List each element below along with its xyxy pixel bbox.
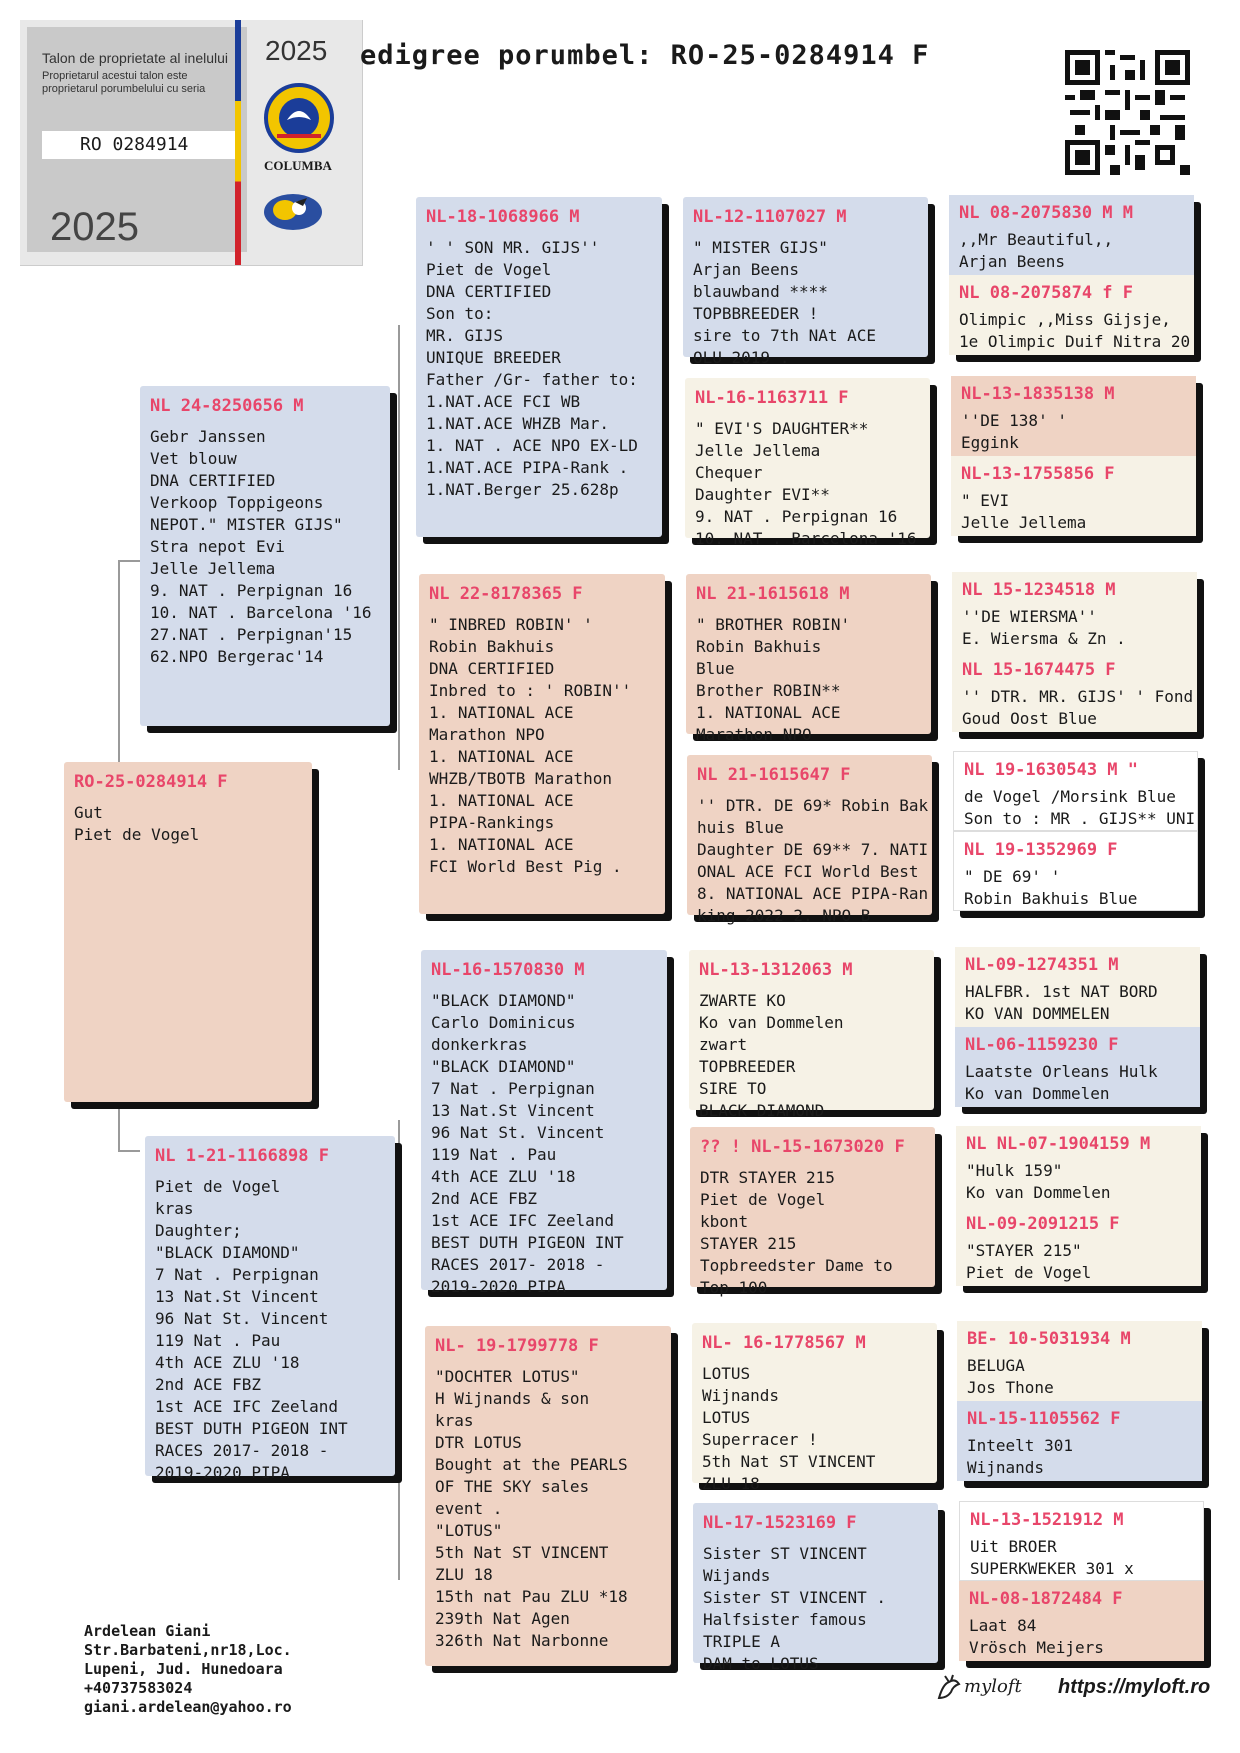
pedigree-line: 1.NAT.ACE PIPA-Rank . <box>426 458 629 477</box>
talon-title: Talon de proprietate al inelului <box>42 50 229 66</box>
pedigree-line: 1.NAT.ACE FCI WB <box>426 392 581 411</box>
pedigree-line: KO VAN DOMMELEN <box>965 1004 1110 1023</box>
pedigree-line: ''DE 138' ' <box>961 411 1067 430</box>
ring-number: NL 22-8178365 F <box>429 584 583 604</box>
pedigree-line: 7 Nat . Perpignan <box>155 1265 319 1284</box>
pedigree-line: 1.NAT.Berger 25.628p <box>426 480 619 499</box>
pedigree-line: zwart <box>699 1035 748 1054</box>
columba-logo-icon <box>263 80 335 156</box>
ring-number: NL- 16-1778567 M <box>702 1333 866 1353</box>
ring-number: NL 19-1352969 F <box>964 840 1118 860</box>
pedigree-line: Wijnands <box>967 1458 1045 1477</box>
pedigree-line: 15th nat Pau ZLU *18 <box>435 1587 628 1606</box>
talon-subtitle-line-1: Proprietarul acestui talon este <box>42 70 188 82</box>
pedigree-line: " BROTHER ROBIN' <box>696 615 851 634</box>
ring-number: RO-25-0284914 F <box>74 772 228 792</box>
gen4-pigeon-box[interactable] <box>956 1126 1201 1206</box>
gen4-pigeon-box[interactable] <box>951 456 1196 536</box>
ring-number: NL-06-1159230 F <box>965 1035 1119 1055</box>
father-box[interactable] <box>140 386 390 726</box>
ring-number: NL-13-1755856 F <box>961 464 1115 484</box>
ring-number: NL-16-1570830 M <box>431 960 585 980</box>
pedigree-line: ' ' SON MR. GIJS'' <box>426 238 600 257</box>
pedigree-line: "DOCHTER LOTUS" <box>435 1367 580 1386</box>
pedigree-line: 5th Nat ST VINCENT <box>702 1452 876 1471</box>
gen3-fmm-box[interactable] <box>687 755 932 925</box>
ring-number: BE- 10-5031934 M <box>967 1329 1131 1349</box>
owner-city: Lupeni, Jud. Hunedoara <box>84 1660 283 1678</box>
pedigree-line: Laat 84 <box>969 1616 1037 1635</box>
pedigree-line: MR. GIJS <box>426 326 504 345</box>
pedigree-line: PIPA-Rankings <box>429 813 555 832</box>
pedigree-line: ONAL ACE FCI World Best <box>697 862 919 881</box>
pedigree-line: Sister ST VINCENT <box>703 1544 867 1563</box>
gen4-pigeon-box[interactable] <box>959 1501 1204 1581</box>
pedigree-line: Superracer ! <box>702 1430 818 1449</box>
pedigree-line: Stra nepot Evi <box>150 537 285 556</box>
myloft-brand: myloft <box>964 1676 1022 1697</box>
pedigree-line: 8. NATIONAL ACE PIPA-Ran <box>697 884 929 903</box>
pedigree-line: king 2022 2. NPO B <box>697 906 871 925</box>
pedigree-line: Robin Bakhuis <box>696 637 822 656</box>
pedigree-line: Daughter DE 69** 7. NATI <box>697 840 929 859</box>
pedigree-line: "BLACK DIAMOND" <box>431 1057 576 1076</box>
pedigree-line: BELUGA <box>967 1356 1025 1375</box>
talon-ring-number: RO 0284914 <box>42 131 240 159</box>
subject-pigeon-box[interactable] <box>64 762 312 1102</box>
pedigree-line: Arjan Beens <box>959 252 1065 271</box>
pedigree-line: kras <box>435 1411 474 1430</box>
pedigree-line: Topbreedster Dame to <box>700 1256 893 1275</box>
pedigree-line: 119 Nat . Pau <box>431 1145 557 1164</box>
ring-number: NL-09-1274351 M <box>965 955 1119 975</box>
myloft-url-link[interactable]: https://myloft.ro <box>1058 1676 1211 1698</box>
pedigree-line: "LOTUS" <box>435 1521 503 1540</box>
pedigree-line: 239th Nat Agen <box>435 1609 570 1628</box>
pedigree-line: Chequer <box>695 463 763 482</box>
pedigree-line: kras <box>155 1199 194 1218</box>
pedigree-line: 1. NATIONAL ACE <box>429 703 574 722</box>
pedigree-line: Jelle Jellema <box>961 513 1087 532</box>
gen4-pair-box <box>955 947 1200 1107</box>
pedigree-line: Jelle Jellema <box>695 441 821 460</box>
gen4-pigeon-box[interactable] <box>955 1027 1200 1107</box>
pedigree-line: DNA CERTIFIED <box>429 659 555 678</box>
pedigree-line: Bought at the PEARLS <box>435 1455 628 1474</box>
pedigree-line: de Vogel /Morsink Blue <box>964 787 1176 806</box>
ring-number: NL 08-2075874 f F <box>959 283 1133 303</box>
paternal-grandmother-box[interactable] <box>419 574 665 914</box>
pedigree-line: DTR LOTUS <box>435 1433 522 1452</box>
pedigree-line: ZLU 18 <box>435 1565 493 1584</box>
maternal-grandmother-box[interactable] <box>425 1326 671 1666</box>
ring-number: NL-16-1163711 F <box>695 388 849 408</box>
pedigree-line: '' DTR. MR. GIJS' ' Fond <box>962 687 1194 706</box>
pedigree-line: "BLACK DIAMOND" <box>155 1243 300 1262</box>
pedigree-line: 1. NATIONAL ACE <box>429 747 574 766</box>
pedigree-line: Ko van Dommelen <box>965 1084 1110 1103</box>
pedigree-line: OF THE SKY sales <box>435 1477 590 1496</box>
pedigree-line: 119 Nat . Pau <box>155 1331 281 1350</box>
talon-subtitle-line-2: proprietarul porumbelului cu seria <box>42 83 206 95</box>
ring-number: NL NL-07-1904159 M <box>966 1134 1151 1154</box>
pigeon-logo-icon <box>935 1674 961 1702</box>
pedigree-line: 2nd ACE FBZ <box>155 1375 261 1394</box>
federation-logo-icon <box>263 192 323 232</box>
pedigree-line: 1e Olimpic Duif Nitra 20 <box>959 332 1191 351</box>
pedigree-line: Son to : MR . GIJS** UNI <box>964 809 1196 828</box>
pedigree-line: DTR STAYER 215 <box>700 1168 835 1187</box>
pedigree-line: UNIQUE BREEDER <box>426 348 561 367</box>
pedigree-line: Carlo Dominicus <box>431 1013 576 1032</box>
gen4-pair-box <box>959 1501 1204 1661</box>
romanian-flag-stripe <box>235 20 241 265</box>
pedigree-line: 1. NATIONAL ACE <box>429 791 574 810</box>
pedigree-line: Laatste Orleans Hulk <box>965 1062 1158 1081</box>
pedigree-line: " DE 69' ' <box>964 867 1061 886</box>
owner-name: Ardelean Giani <box>84 1622 211 1640</box>
pedigree-line: DNA CERTIFIED <box>150 471 276 490</box>
pedigree-line: 326th Nat Narbonne <box>435 1631 609 1650</box>
pedigree-line: BLACK DIAMOND <box>699 1101 825 1120</box>
pedigree-line: FCI World Best Pig . <box>429 857 622 876</box>
ring-number: NL 15-1674475 F <box>962 660 1116 680</box>
ring-number: NL 21-1615618 M <box>696 584 850 604</box>
pedigree-line: Robin Bakhuis <box>429 637 555 656</box>
pedigree-line: Inbred to : ' ROBIN'' <box>429 681 632 700</box>
ring-number: NL-09-2091215 F <box>966 1214 1120 1234</box>
pedigree-line: BEST DUTH PIGEON INT <box>431 1233 624 1252</box>
gen4-pair-box <box>957 1321 1202 1481</box>
ring-number: NL-13-1521912 M <box>970 1510 1124 1530</box>
gen3-mmf-box[interactable] <box>692 1323 937 1493</box>
pedigree-line: Uit BROER <box>970 1537 1057 1556</box>
gen4-pair-box <box>949 195 1194 355</box>
pedigree-line: Wijnands <box>702 1386 780 1405</box>
ring-number: NL 21-1615647 F <box>697 765 851 785</box>
pedigree-line: TOPBREEDER <box>699 1057 796 1076</box>
mother-box[interactable] <box>145 1136 395 1482</box>
pedigree-line: " EVI'S DAUGHTER** <box>695 419 869 438</box>
pedigree-line: Robin Bakhuis Blue <box>964 889 1138 908</box>
ring-number: NL 19-1630543 M " <box>964 760 1138 780</box>
pedigree-line: event . <box>435 1499 503 1518</box>
pedigree-line: 9. NAT . Perpignan 16 <box>695 507 898 526</box>
pedigree-line: TRIPLE A <box>703 1632 781 1651</box>
pedigree-line: Eggink <box>961 433 1019 452</box>
pedigree-line: BEST DUTH PIGEON INT <box>155 1419 348 1438</box>
pigeon-breeder: Piet de Vogel <box>74 825 200 844</box>
pedigree-line: ZLU 18 <box>702 1474 760 1493</box>
pigeon-name: Gut <box>74 803 103 822</box>
gen4-pigeon-box[interactable] <box>952 652 1197 732</box>
pedigree-line: ''DE WIERSMA'' <box>962 607 1097 626</box>
ring-number: NL 08-2075830 M M <box>959 203 1133 223</box>
pedigree-line: ZWARTE KO <box>699 991 786 1010</box>
columba-logo-text: COLUMBA <box>264 158 332 173</box>
pedigree-line: Halfsister famous <box>703 1610 867 1629</box>
ring-number: ?? ! NL-15-1673020 F <box>700 1137 905 1157</box>
pedigree-line: Jos Thone <box>967 1378 1054 1397</box>
pedigree-line: LOTUS <box>702 1364 751 1383</box>
pedigree-line: Ko van Dommelen <box>699 1013 844 1032</box>
gen3-mmm-box[interactable] <box>693 1503 938 1673</box>
ring-number: NL 15-1234518 M <box>962 580 1116 600</box>
pedigree-line: 1st ACE IFC Zeeland <box>155 1397 339 1416</box>
ring-number: NL-12-1107027 M <box>693 207 847 227</box>
pedigree-line: "BLACK DIAMOND" <box>431 991 576 1010</box>
pedigree-line: WHZB/TBOTB Marathon <box>429 769 613 788</box>
pedigree-line: Blue <box>696 659 735 678</box>
pedigree-line: 1. NAT . ACE NPO EX-LD <box>426 436 638 455</box>
pedigree-line: sire to 7th NAt ACE <box>693 326 877 345</box>
pedigree-line: Piet de Vogel <box>700 1190 826 1209</box>
talon-year-top: 2025 <box>265 35 328 66</box>
gen3-ffm-box[interactable] <box>685 378 930 548</box>
pedigree-line: 10. NAT . Barcelona '16 <box>150 603 372 622</box>
pedigree-line: 2019-2020 PIPA <box>155 1463 290 1482</box>
pedigree-line: Arjan Beens <box>693 260 799 279</box>
pedigree-line: RACES 2017- 2018 - <box>431 1255 605 1274</box>
paternal-grandfather-box[interactable] <box>416 197 662 537</box>
pedigree-line: SIRE TO <box>699 1079 767 1098</box>
pedigree-line: 5th Nat ST VINCENT <box>435 1543 609 1562</box>
pedigree-line: Ko van Dommelen <box>966 1183 1111 1202</box>
pedigree-line: SUPERKWEKER 301 x <box>970 1559 1134 1578</box>
pedigree-line: RACES 2017- 2018 - <box>155 1441 329 1460</box>
connector-line <box>118 1150 140 1152</box>
pedigree-line: 13 Nat.St Vincent <box>155 1287 319 1306</box>
pedigree-line: blauwband **** <box>693 282 828 301</box>
pedigree-line: Marathon NPO <box>429 725 545 744</box>
pedigree-line: 96 Nat St. Vincent <box>155 1309 329 1328</box>
pedigree-title: edigree porumbel: RO-25-0284914 F <box>360 40 930 71</box>
qr-code-icon[interactable] <box>1065 50 1190 175</box>
gen4-pigeon-box[interactable] <box>949 275 1194 355</box>
pedigree-line: 1.NAT.ACE WHZB Mar. <box>426 414 610 433</box>
pedigree-line: Top 100 <box>700 1278 768 1297</box>
gen4-pigeon-box[interactable] <box>952 572 1197 652</box>
gen4-pigeon-box[interactable] <box>951 376 1196 456</box>
ring-talon-card <box>20 20 363 266</box>
pedigree-line: Marathon NPO <box>696 725 812 744</box>
pedigree-line: Piet de Vogel <box>426 260 552 279</box>
pedigree-line: Brother ROBIN** <box>696 681 841 700</box>
pedigree-line: STAYER 215 <box>700 1234 797 1253</box>
pedigree-line: "Hulk 159" <box>966 1161 1063 1180</box>
gen4-pigeon-box[interactable] <box>959 1581 1204 1661</box>
pedigree-line: E. Wiersma & Zn . <box>962 629 1126 648</box>
pedigree-line: H Wijnands & son <box>435 1389 590 1408</box>
pedigree-line: Olimpic ,,Miss Gijsje, <box>959 310 1171 329</box>
owner-street: Str.Barbateni,nr18,Loc. <box>84 1641 292 1659</box>
pedigree-line: donkerkras <box>431 1035 528 1054</box>
gen4-pair-box <box>956 1126 1201 1286</box>
gen4-pigeon-box[interactable] <box>953 831 1198 911</box>
pedigree-line: Goud Oost Blue <box>962 709 1097 728</box>
pedigree-line: " MISTER GIJS" <box>693 238 828 257</box>
pedigree-line: Father /Gr- father to: <box>426 370 638 389</box>
gen4-pair-box <box>953 751 1198 911</box>
pedigree-line: OLU 2019 . <box>693 348 790 367</box>
gen4-pigeon-box[interactable] <box>953 751 1198 831</box>
pedigree-line: Vet blouw <box>150 449 237 468</box>
pedigree-line: Piet de Vogel <box>155 1177 281 1196</box>
pedigree-line: Inteelt 301 <box>967 1436 1073 1455</box>
pedigree-line: Verkoop Toppigeons <box>150 493 324 512</box>
ring-number: NL-17-1523169 F <box>703 1513 857 1533</box>
pedigree-line: huis Blue <box>697 818 784 837</box>
gen4-pigeon-box[interactable] <box>957 1401 1202 1481</box>
pedigree-line: 13 Nat.St Vincent <box>431 1101 595 1120</box>
pedigree-line: Gebr Janssen <box>150 427 266 446</box>
ring-number: NL-13-1835138 M <box>961 384 1115 404</box>
pedigree-line: 27.NAT . Perpignan'15 <box>150 625 353 644</box>
owner-contact <box>84 1622 292 1717</box>
ring-number: NL- 19-1799778 F <box>435 1336 599 1356</box>
pedigree-line: HALFBR. 1st NAT BORD <box>965 982 1158 1001</box>
ring-number: NL-08-1872484 F <box>969 1589 1123 1609</box>
pedigree-line: 62.NPO Bergerac'14 <box>150 647 324 666</box>
pedigree-line: 2019-2020 PIPA <box>431 1277 566 1296</box>
talon-year-big: 2025 <box>50 205 139 249</box>
ring-number: NL-18-1068966 M <box>426 207 580 227</box>
pedigree-line: 9. NAT . Perpignan 16 <box>150 581 353 600</box>
gen4-pigeon-box[interactable] <box>955 947 1200 1027</box>
gen3-fff-box[interactable] <box>683 197 928 367</box>
pedigree-line: 1. NATIONAL ACE <box>429 835 574 854</box>
pedigree-line: NEPOT." MISTER GIJS" <box>150 515 343 534</box>
pedigree-line: 96 Nat St. Vincent <box>431 1123 605 1142</box>
pedigree-line: Daughter; <box>155 1221 242 1240</box>
pedigree-line: 10. NAT . Barcelona '16 <box>695 529 917 548</box>
pedigree-line: 4th ACE ZLU '18 <box>155 1353 300 1372</box>
pedigree-line: "STAYER 215" <box>966 1241 1082 1260</box>
pedigree-line: " INBRED ROBIN' ' <box>429 615 593 634</box>
ring-number: NL 1-21-1166898 F <box>155 1146 329 1166</box>
pedigree-line: 1st ACE IFC Zeeland <box>431 1211 615 1230</box>
pedigree-line: DNA CERTIFIED <box>426 282 552 301</box>
pedigree-line: Daughter EVI** <box>695 485 830 504</box>
pedigree-line: Son to: <box>426 304 494 323</box>
ring-number: NL-15-1105562 F <box>967 1409 1121 1429</box>
pedigree-line: Jelle Jellema <box>150 559 276 578</box>
maternal-grandfather-box[interactable] <box>421 950 667 1296</box>
connector-line <box>398 325 400 770</box>
gen4-pigeon-box[interactable] <box>956 1206 1201 1286</box>
owner-email[interactable]: giani.ardelean@yahoo.ro <box>84 1698 292 1716</box>
talon-subtitle <box>42 70 242 96</box>
gen3-fmf-box[interactable] <box>686 574 931 744</box>
pedigree-line: Wijands <box>703 1566 771 1585</box>
gen4-pigeon-box[interactable] <box>949 195 1194 275</box>
pedigree-line: Piet de Vogel <box>966 1263 1092 1282</box>
pedigree-line: 1. NATIONAL ACE <box>696 703 841 722</box>
ring-number: NL-13-1312063 M <box>699 960 853 980</box>
pedigree-line: ,,Mr Beautiful,, <box>959 230 1114 249</box>
pedigree-line: 2nd ACE FBZ <box>431 1189 537 1208</box>
gen3-mff-box[interactable] <box>689 950 934 1120</box>
pedigree-line: LOTUS <box>702 1408 751 1427</box>
pedigree-line: Sister ST VINCENT . <box>703 1588 887 1607</box>
gen4-pair-box <box>951 376 1196 536</box>
pedigree-line: TOPBBREEDER ! <box>693 304 819 323</box>
pedigree-line: 7 Nat . Perpignan <box>431 1079 595 1098</box>
ring-number: NL 24-8250656 M <box>150 396 304 416</box>
connector-line <box>118 560 140 562</box>
gen3-mfm-box[interactable] <box>690 1127 935 1297</box>
pedigree-line: DAM to LOTUS <box>703 1654 819 1673</box>
pedigree-line: kbont <box>700 1212 749 1231</box>
connector-line <box>398 1120 400 1580</box>
pedigree-line: " EVI <box>961 491 1010 510</box>
owner-phone[interactable]: +40737583024 <box>84 1679 193 1697</box>
gen4-pair-box <box>952 572 1197 732</box>
pedigree-line: 4th ACE ZLU '18 <box>431 1167 576 1186</box>
pedigree-line: '' DTR. DE 69* Robin Bak <box>697 796 929 815</box>
gen4-pigeon-box[interactable] <box>957 1321 1202 1401</box>
pedigree-line: Vrösch Meijers <box>969 1638 1104 1657</box>
